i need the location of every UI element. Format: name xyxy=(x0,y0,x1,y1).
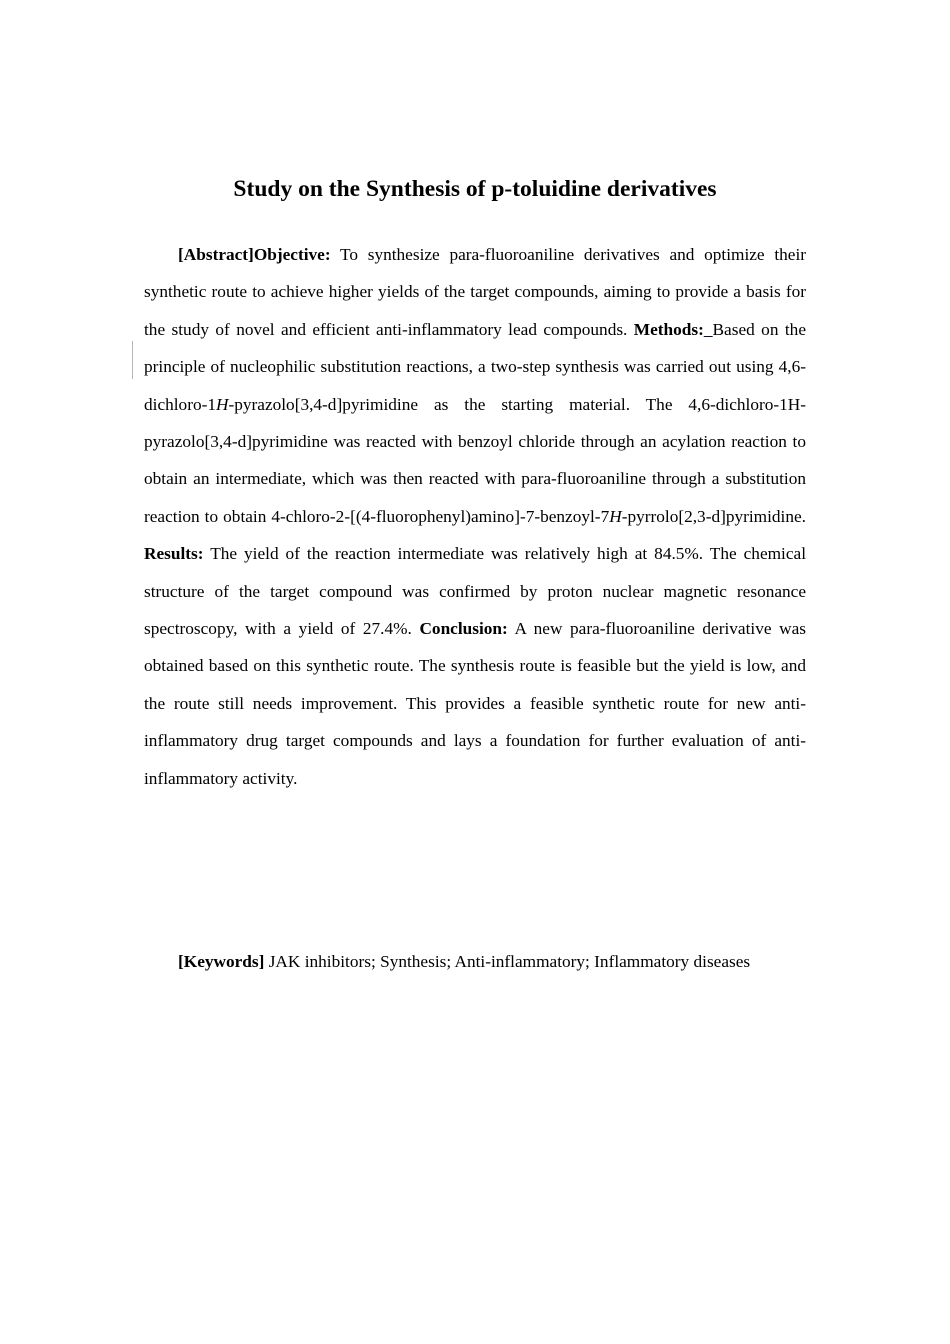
conclusion-label: Conclusion: xyxy=(419,619,508,639)
objective-text: To synthesize para-fluoroaniline derivatives and optimize their synthetic route to achieve higher yields of the target compounds, aiming to provide a basis for the study of novel and efficient anti-inflammatory lead compounds. xyxy=(144,245,806,339)
change-bar xyxy=(132,341,133,379)
methods-text-part2: -pyrazolo[3,4-d]pyrimidine as the starting material. The 4,6-dichloro-1H-pyrazolo[3,4-d]pyrimidine was reacted with benzoyl chloride through an acylation reaction to obtain an intermediate, which was then reacted with para-fluoroaniline through a substitution reaction to obtain 4-chloro-2-[(4-fluorophenyl)amino]-7-benzoyl-7 xyxy=(144,394,806,526)
methods-italic-h1: H xyxy=(216,394,229,414)
conclusion-text: A new para-fluoroaniline derivative was obtained based on this synthetic route. The synthesis route is feasible but the yield is low, and the route still needs improvement. This provides a feasible synthetic route for new anti-inflammatory drug target compounds and lays a foundation for further evaluation of anti-inflammatory activity. xyxy=(144,619,806,788)
methods-label: Methods: xyxy=(633,319,704,339)
results-label: Results: xyxy=(144,544,204,564)
abstract-paragraph xyxy=(144,236,806,797)
results-text: The yield of the reaction intermediate was relatively high at 84.5%. The chemical structure of the target compound was confirmed by proton nuclear magnetic resonance spectroscopy, with a yield of 27.4%. xyxy=(144,544,806,639)
methods-gap: _ xyxy=(703,319,713,339)
keywords-label: [Keywords] xyxy=(178,952,265,971)
methods-text-part1: Based on the principle of nucleophilic substitution reactions, a two-step synthesis was carried out using 4,6-dichloro-1 xyxy=(144,319,806,414)
abstract-label: [Abstract] xyxy=(178,245,254,264)
methods-italic-h2: H xyxy=(609,506,622,526)
keywords-paragraph xyxy=(144,943,806,980)
methods-text-part3: -pyrrolo[2,3-d]pyrimidine. xyxy=(621,506,806,526)
paper-title: Study on the Synthesis of p-toluidine derivatives xyxy=(233,176,717,202)
keywords-text: JAK inhibitors; Synthesis; Anti-inflammatory; Inflammatory diseases xyxy=(264,952,751,971)
objective-label: Objective: xyxy=(253,245,331,264)
